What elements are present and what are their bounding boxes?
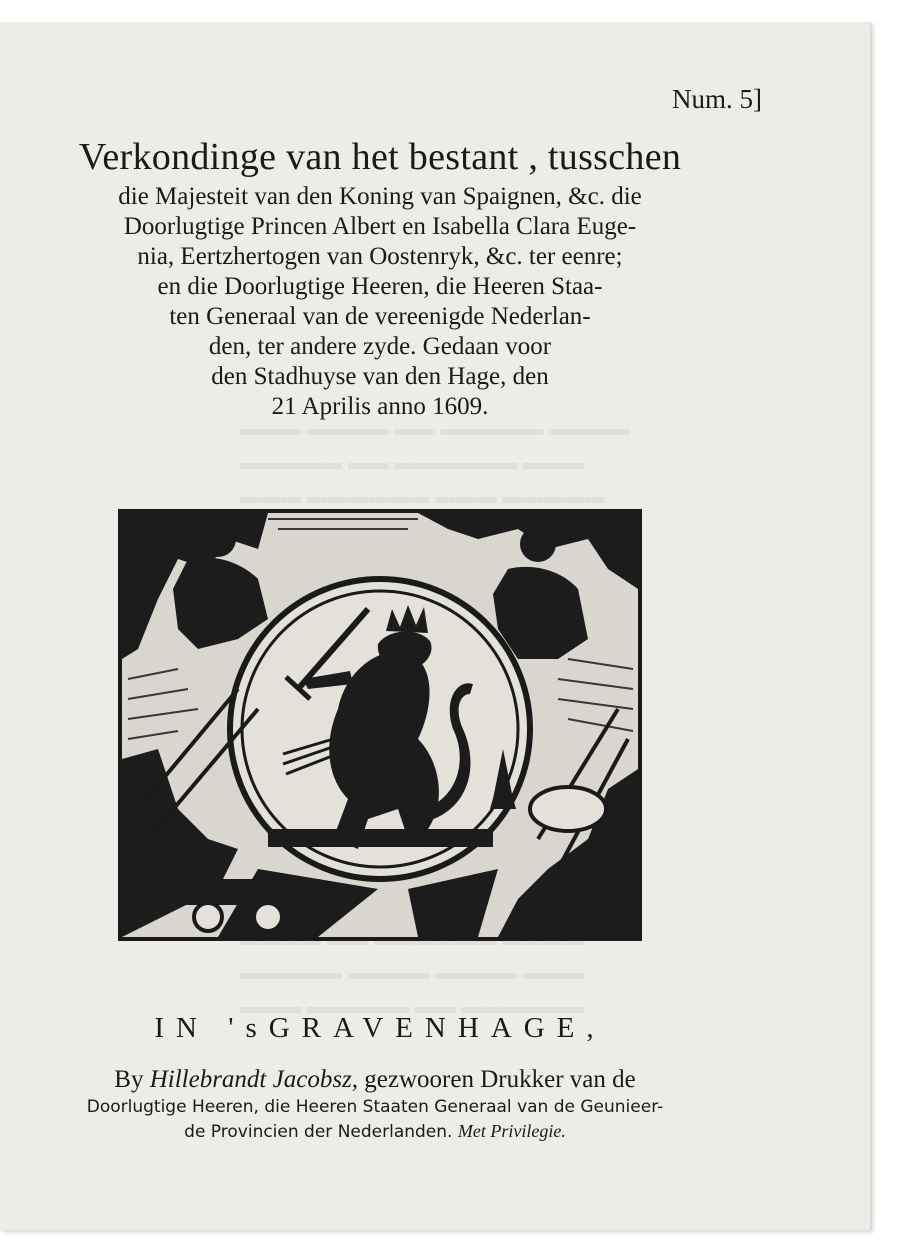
- imprint-line-1: [20, 1065, 730, 1095]
- imprint-line-2: Doorlugtige Heeren, die Heeren Staaten Generaal van de Geunieer-: [86, 1097, 664, 1117]
- imprint-privilege: Met Privilegie.: [457, 1121, 566, 1141]
- title-line: den Stadhuyse van den Hage, den: [211, 363, 549, 390]
- title-line: nia, Eertzhertogen van Oostenryk, &c. ter eenre;: [137, 243, 623, 270]
- title-line: ten Generaal van de vereenigde Nederlan-: [169, 303, 591, 330]
- imprint-by: By: [114, 1066, 144, 1093]
- page-number: Num. 5]: [672, 84, 762, 114]
- imprint-line-3-text: de Provincien der Nederlanden.: [184, 1122, 453, 1142]
- document-title: [20, 132, 740, 422]
- imprint-place: IN 'sGRAVENHAGE,: [154, 1012, 606, 1044]
- dutch-lion-woodcut-icon: [118, 509, 642, 941]
- imprint-line-1-rest: gezwooren Drukker van de: [364, 1066, 636, 1093]
- title-line: Verkondinge van het bestant , tusschen: [78, 136, 682, 178]
- document-page: [0, 22, 871, 1230]
- imprint-line-3: [20, 1119, 730, 1144]
- imprint-printer: Hillebrandt Jacobsz,: [149, 1066, 359, 1093]
- title-line: en die Doorlugtige Heeren, die Heeren Staa-: [157, 273, 603, 300]
- title-line: Doorlugtige Princen Albert en Isabella Clara Euge-: [123, 213, 637, 240]
- imprint: [20, 1065, 730, 1144]
- title-line: die Majesteit van den Koning van Spaignen, &c. die: [118, 183, 642, 210]
- show-through-text: ▬▬▬ ▬▬▬▬ ▬▬ ▬▬▬▬▬ ▬▬▬▬ ▬▬▬▬▬ ▬▬ ▬▬▬▬▬▬ ▬▬▬ ▬▬▬ ▬▬▬▬▬▬ ▬▬▬ ▬▬▬▬▬ ▬▬▬▬▬ ▬▬▬▬ ▬▬▬▬ ▬▬▬ ▬▬▬ ▬▬▬▬▬ ▬▬ ▬▬▬▬▬▬: [240, 418, 631, 1018]
- title-line: den, ter andere zyde. Gedaan voor: [208, 333, 552, 360]
- title-line: 21 Aprilis anno 1609.: [271, 393, 489, 420]
